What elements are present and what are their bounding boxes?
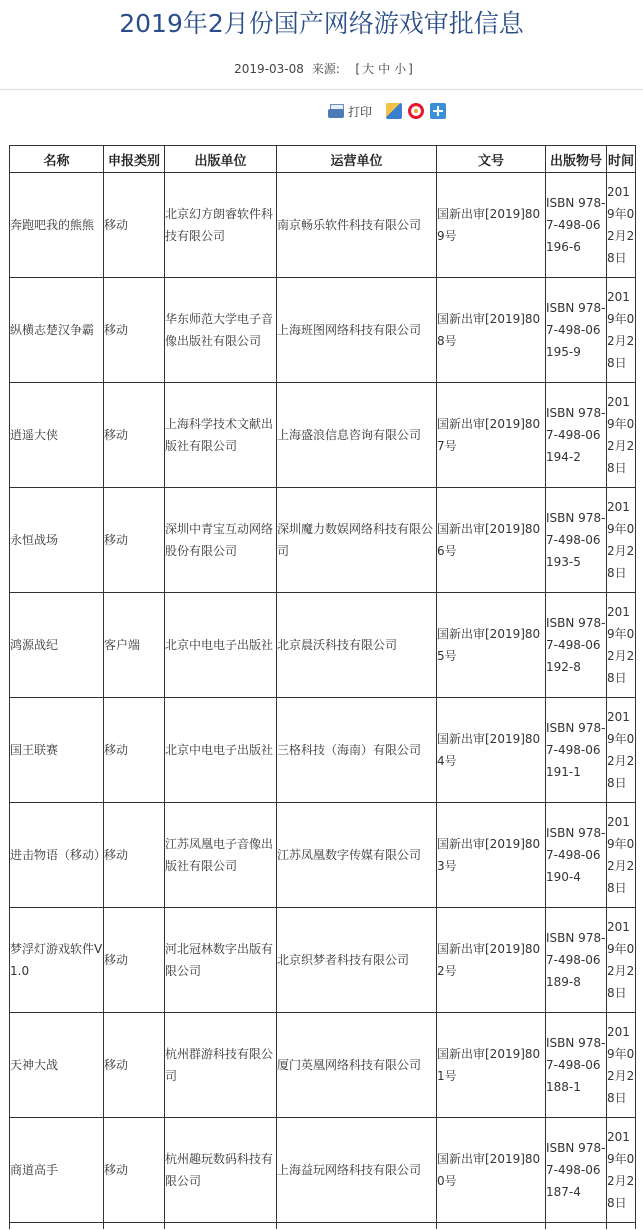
cell-isbn: ISBN 978-7-498-06188-1 <box>546 1013 607 1118</box>
share-more-icon[interactable] <box>430 103 446 119</box>
cell-isbn: ISBN 978-7-498-06187-4 <box>546 1118 607 1223</box>
cell-type: 移动 <box>104 173 165 278</box>
cell-type: 移动 <box>104 908 165 1013</box>
cell-type: 移动 <box>104 278 165 383</box>
cell-publisher: 杭州趣玩数码科技有限公司 <box>165 1118 277 1223</box>
cell-type: 移动 <box>104 698 165 803</box>
cell-doc-number: 国新出审[2019]802号 <box>437 908 546 1013</box>
cell-publisher: 北京幻方朗睿软件科技有限公司 <box>165 173 277 278</box>
table-row <box>10 908 636 1013</box>
cell-type: 移动 <box>104 488 165 593</box>
table-header-row <box>10 146 636 173</box>
column-header-name: 名称 <box>10 146 104 173</box>
cell-operator: 北京织梦者科技有限公司 <box>277 908 437 1013</box>
font-size-open-bracket: [ <box>355 62 361 76</box>
table-row <box>10 488 636 593</box>
cell-operator: 上海班图网络科技有限公司 <box>277 278 437 383</box>
cell-isbn: ISBN 978-7-498-06191-1 <box>546 698 607 803</box>
source-label: 来源: <box>311 62 340 76</box>
cell-doc-number: 国新出审[2019]805号 <box>437 593 546 698</box>
cell-type: 客户端 <box>104 593 165 698</box>
cell-publisher: 北京中电电子出版社 <box>165 593 277 698</box>
cell-publisher: 江苏凤凰电子音像出版社有限公司 <box>165 803 277 908</box>
cell-doc-number: 国新出审[2019]806号 <box>437 488 546 593</box>
cell-date: 2019年02月28日 <box>607 1118 636 1223</box>
table-body <box>10 173 636 1230</box>
cell-operator: 深圳魔力数娱网络科技有限公司 <box>277 488 437 593</box>
cell-date: 2019年02月28日 <box>607 698 636 803</box>
column-header-publisher: 出版单位 <box>165 146 277 173</box>
cell-isbn: ISBN 978-7-498-06195-9 <box>546 278 607 383</box>
font-size-close-bracket: ] <box>408 62 413 76</box>
cell-operator: 江苏凤凰数字传媒有限公司 <box>277 803 437 908</box>
cell-doc-number: 国新出审[2019]800号 <box>437 1118 546 1223</box>
cell-name: 商道高手 <box>10 1118 104 1223</box>
cell-publisher: 上海科学技术文献出版社有限公司 <box>165 383 277 488</box>
font-size-small-button[interactable]: 小 <box>394 62 407 76</box>
cell-doc-number: 国新出审[2019]801号 <box>437 1013 546 1118</box>
cell-date: 2019年02月28日 <box>607 383 636 488</box>
article-tools <box>328 101 450 121</box>
share-qzone-icon[interactable] <box>386 103 402 119</box>
cell-operator: 北京晨沃科技有限公司 <box>277 593 437 698</box>
font-size-large-button[interactable]: 大 <box>362 62 375 76</box>
cell-doc-number: 国新出审[2019]807号 <box>437 383 546 488</box>
cell-type: 移动 <box>104 1118 165 1223</box>
cell-operator: 三格科技（海南）有限公司 <box>277 698 437 803</box>
table-row <box>10 1118 636 1223</box>
column-header-doc-number: 文号 <box>437 146 546 173</box>
cell-name: 纵横志楚汉争霸 <box>10 278 104 383</box>
cell-name: 逍遥大侠 <box>10 383 104 488</box>
cell-date: 2019年02月28日 <box>607 1013 636 1118</box>
cell-empty <box>104 1223 165 1230</box>
cell-date: 2019年02月28日 <box>607 908 636 1013</box>
cell-name: 梦浮灯游戏软件V1.0 <box>10 908 104 1013</box>
cell-date: 2019年02月28日 <box>607 803 636 908</box>
cell-publisher: 河北冠林数字出版有限公司 <box>165 908 277 1013</box>
cell-date: 2019年02月28日 <box>607 173 636 278</box>
cell-empty <box>165 1223 277 1230</box>
print-button[interactable]: 打印 <box>348 104 373 119</box>
cell-type: 移动 <box>104 1013 165 1118</box>
table-row <box>10 278 636 383</box>
cell-empty <box>607 1223 636 1230</box>
column-header-date: 时间 <box>607 146 636 173</box>
column-header-operator: 运营单位 <box>277 146 437 173</box>
cell-date: 2019年02月28日 <box>607 278 636 383</box>
share-weibo-icon[interactable] <box>408 103 424 119</box>
page-title: 2019年2月份国产网络游戏审批信息 <box>119 9 524 38</box>
cell-operator: 南京畅乐软件科技有限公司 <box>277 173 437 278</box>
cell-isbn: ISBN 978-7-498-06192-8 <box>546 593 607 698</box>
cell-isbn: ISBN 978-7-498-06194-2 <box>546 383 607 488</box>
cell-type: 移动 <box>104 383 165 488</box>
cell-operator: 上海益玩网络科技有限公司 <box>277 1118 437 1223</box>
cell-empty <box>10 1223 104 1230</box>
cell-isbn: ISBN 978-7-498-06196-6 <box>546 173 607 278</box>
cell-date: 2019年02月28日 <box>607 593 636 698</box>
game-approval-table <box>9 145 636 1229</box>
cell-name: 国王联赛 <box>10 698 104 803</box>
table-row <box>10 383 636 488</box>
article-meta <box>0 60 643 78</box>
cell-isbn: ISBN 978-7-498-06189-8 <box>546 908 607 1013</box>
cell-operator: 上海盛浪信息咨询有限公司 <box>277 383 437 488</box>
cell-publisher: 北京中电电子出版社 <box>165 698 277 803</box>
cell-empty <box>277 1223 437 1230</box>
cell-type: 移动 <box>104 803 165 908</box>
cell-date: 2019年02月28日 <box>607 488 636 593</box>
cell-name: 进击物语（移动） <box>10 803 104 908</box>
printer-icon[interactable] <box>328 103 344 119</box>
font-size-medium-button[interactable]: 中 <box>378 62 391 76</box>
publish-date: 2019-03-08 <box>234 62 304 76</box>
column-header-isbn: 出版物号 <box>546 146 607 173</box>
cell-publisher: 杭州群游科技有限公司 <box>165 1013 277 1118</box>
cell-name: 永恒战场 <box>10 488 104 593</box>
table-row-partial <box>10 1223 636 1230</box>
header-divider <box>0 89 643 90</box>
cell-isbn: ISBN 978-7-498-06193-5 <box>546 488 607 593</box>
cell-isbn: ISBN 978-7-498-06190-4 <box>546 803 607 908</box>
cell-doc-number: 国新出审[2019]809号 <box>437 173 546 278</box>
cell-operator: 厦门英凰网络科技有限公司 <box>277 1013 437 1118</box>
cell-doc-number: 国新出审[2019]803号 <box>437 803 546 908</box>
cell-publisher: 深圳中青宝互动网络股份有限公司 <box>165 488 277 593</box>
table-row <box>10 173 636 278</box>
cell-name: 天神大战 <box>10 1013 104 1118</box>
cell-name: 鸿源战纪 <box>10 593 104 698</box>
table-row <box>10 1013 636 1118</box>
cell-empty <box>437 1223 546 1230</box>
cell-empty <box>546 1223 607 1230</box>
column-header-type: 申报类别 <box>104 146 165 173</box>
table-row <box>10 593 636 698</box>
table-row <box>10 803 636 908</box>
cell-doc-number: 国新出审[2019]808号 <box>437 278 546 383</box>
cell-publisher: 华东师范大学电子音像出版社有限公司 <box>165 278 277 383</box>
cell-doc-number: 国新出审[2019]804号 <box>437 698 546 803</box>
cell-name: 奔跑吧我的熊熊 <box>10 173 104 278</box>
table-row <box>10 698 636 803</box>
